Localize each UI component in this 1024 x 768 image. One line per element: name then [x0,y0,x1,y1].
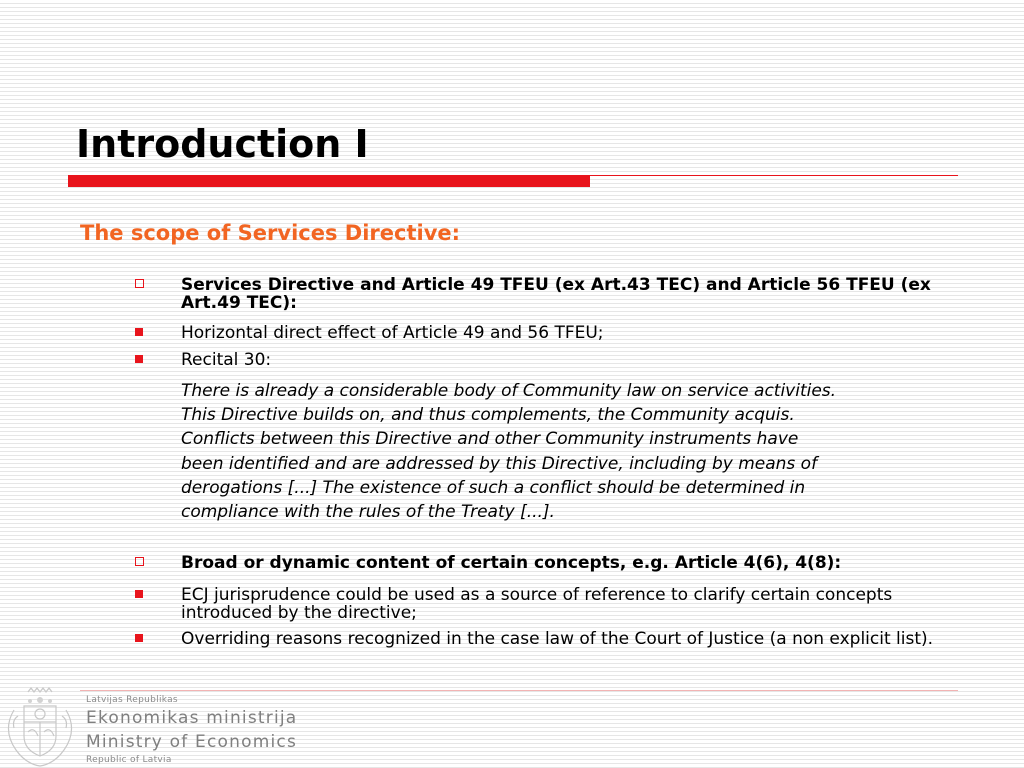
quote-line: This Directive builds on, and thus complements, the Community acquis. [181,405,795,426]
footer-org-en-large: Ministry of Economics [86,732,298,752]
slide-title: Introduction I [76,122,369,166]
hollow-square-bullet-icon [135,279,144,288]
recital-quote [181,379,971,524]
title-underline-thick [68,175,590,187]
footer-org-en-small: Republic of Latvia [86,755,172,765]
list-item-text: Horizontal direct effect of Article 49 and 56 TFEU; [181,323,604,343]
list-item-text: ECJ jurisprudence could be used as a source of reference to clarify certain concepts introduced by the directive; [181,585,893,623]
filled-square-bullet-icon [135,634,143,642]
filled-square-bullet-icon [135,590,143,598]
title-underline-thin [590,175,958,176]
footer-org-lv-small: Latvijas Republikas [86,695,178,705]
quote-line: Conflicts between this Directive and other Community instruments have [181,429,799,450]
list-item-text: Recital 30: [181,350,272,370]
footer-org-lv-large: Ekonomikas ministrija [86,708,298,728]
latvia-coat-of-arms-icon [0,686,80,768]
quote-line: derogations [...] The existence of such a conflict should be determined in [181,477,806,498]
list-item-text: Broad or dynamic content of certain concepts, e.g. Article 4(6), 4(8): [181,553,842,573]
hollow-square-bullet-icon [135,557,144,566]
quote-line: been identified and are addressed by this Directive, including by means of [181,453,818,474]
filled-square-bullet-icon [135,355,143,363]
slide-subtitle: The scope of Services Directive: [80,221,461,245]
quote-line: compliance with the rules of the Treaty [...]. [181,502,555,523]
footer-divider [80,690,958,691]
quote-line: There is already a considerable body of Community law on service activities. [181,381,837,401]
list-item-text: Services Directive and Article 49 TFEU (ex Art.43 TEC) and Article 56 TFEU (ex Art.49 TEC): [181,275,931,313]
filled-square-bullet-icon [135,328,143,336]
list-item-text: Overriding reasons recognized in the case law of the Court of Justice (a non explicit list). [181,629,934,649]
